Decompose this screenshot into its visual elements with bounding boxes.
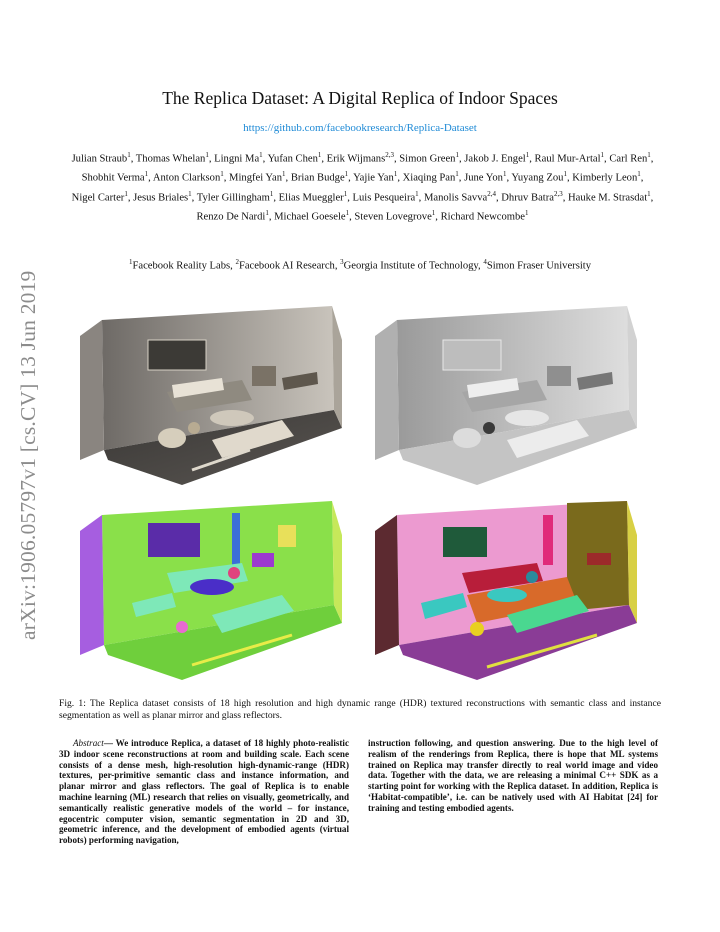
author-name: June Yon — [464, 172, 503, 184]
author-name: Jakob J. Engel — [464, 153, 526, 165]
author-name: Mingfei Yan — [229, 172, 283, 184]
grayscale-room-image — [367, 300, 647, 485]
repository-link[interactable]: https://github.com/facebookresearch/Replica-Dataset — [243, 122, 477, 134]
author-affiliation-mark: 1 — [637, 170, 641, 179]
affiliation-list: $^1$Facebook Reality Labs, $^2$Facebook AI Research, $^3$Georgia Institute of Technology, $^4$Simon Fraser University — [128, 258, 592, 272]
abstract-right-column — [368, 738, 658, 814]
author-affiliation-mark: 2,3 — [553, 189, 563, 198]
author-name: Raul Mur-Artal — [534, 153, 601, 165]
author-list: Julian Straub$^1$, Thomas Whelan$^1$, Lingni Ma$^1$, Yufan Chen$^1$, Erik Wijmans$^{2,3}$, Simon Green$^1$, Jakob J. Engel$^1$, Raul Mur-Artal$^1$, Carl Ren$^1$, Shobhit Verma$^1$, Anton Clarkson$^1$, Mingfei Yan$^1$, Brian Budge$^1$, Yajie Yan$^1$, Xiaqing Pan$^1$, June Yon$^1$, Yuyang Zou$^1$, Kimberly Leon$^1$, Nigel Carter$^1$, Jesus Briales$^1$, Tyler Gillingham$^1$, Elias Mueggler$^1$, Luis Pesqueira$^1$, Manolis Savva$^{2,4}$, Dhruv Batra$^{2,3}$, Hauke M. Strasdat$^1$, Renzo De Nardi$^1$, Michael Goesele$^1$, Steven Lovegrove$^1$, Richard Newcombe$^1$ — [71, 151, 654, 223]
author-affiliation-mark: 1 — [415, 189, 419, 198]
author-affiliation-mark: 1 — [317, 151, 322, 159]
author-name: Lingni Ma — [214, 153, 260, 165]
author-affiliation-mark: 1 — [188, 189, 192, 198]
abstract-label: Abstract — [73, 738, 104, 748]
author-name: Jesus Briales — [133, 192, 189, 204]
author-affiliation-mark: 2,3 — [385, 151, 394, 159]
author-affiliation-mark: 1 — [525, 208, 529, 217]
author-affiliation-mark: 1 — [344, 170, 349, 179]
affiliation-name: Georgia Institute of Technology — [343, 260, 479, 272]
author-affiliation-mark: 1 — [343, 189, 348, 198]
author-name: Simon Green — [399, 153, 456, 165]
panel-textured-render — [72, 300, 352, 485]
panel-semantic-segmentation — [72, 495, 352, 680]
author-affiliation-mark: 1 — [455, 151, 459, 159]
instance-room-image — [367, 495, 647, 680]
abstract-dash: — — [103, 738, 116, 748]
author-name: Tyler Gillingham — [196, 192, 270, 204]
author-name: Manolis Savva — [423, 192, 488, 204]
author-affiliation-mark: 1 — [269, 189, 274, 198]
author-name: Thomas Whelan — [135, 153, 206, 165]
author-name: Brian Budge — [290, 172, 345, 184]
author-name: Nigel Carter — [71, 192, 125, 204]
affiliation-number: 2 — [235, 258, 239, 266]
affiliation-name: Simon Fraser University — [486, 260, 592, 272]
author-name: Steven Lovegrove — [354, 211, 432, 223]
affiliation-name: Facebook Reality Labs — [132, 260, 231, 272]
author-name: Xiaqing Pan — [402, 172, 456, 184]
author-affiliation-mark: 1 — [127, 151, 131, 159]
author-name: Kimberly Leon — [572, 172, 638, 184]
author-affiliation-mark: 1 — [265, 208, 269, 217]
author-name: Luis Pesqueira — [352, 192, 416, 204]
abstract-text-right: instruction following, and question answering. Due to the high level of realism of the renderings from Replica, there is hope that ML systems trained on Replica may transfer directly to real world image and video data. Together with the data, we are releasing a minimal C++ SDK as a starting point for working with the Replica dataset. In addition, Replica is ‘Habitat-compatible’, i.e. can be natively used with AI Habitat [24] for training and testing embodied agents. — [368, 738, 658, 813]
author-name: Michael Goesele — [274, 211, 346, 223]
author-name: Erik Wijmans — [326, 153, 386, 165]
author-name: Dhruv Batra — [501, 192, 554, 204]
arxiv-identifier: arXiv:1906.05797v1 [cs.CV] 13 Jun 2019 — [16, 270, 40, 640]
author-name: Hauke M. Strasdat — [568, 192, 648, 204]
author-affiliation-mark: 1 — [259, 151, 263, 159]
author-affiliation-mark: 1 — [205, 151, 209, 159]
affiliation-number: 4 — [483, 258, 487, 266]
author-affiliation-mark: 1 — [282, 170, 286, 179]
semantic-class-room-image — [72, 495, 352, 680]
textured-room-image — [72, 300, 352, 485]
author-affiliation-mark: 1 — [525, 151, 530, 159]
author-name: Yajie Yan — [353, 172, 394, 184]
author-affiliation-mark: 1 — [600, 151, 605, 159]
panel-grayscale-render — [367, 300, 647, 485]
author-affiliation-mark: 1 — [647, 151, 651, 159]
author-affiliation-mark: 1 — [455, 170, 459, 179]
author-name: Julian Straub — [71, 153, 128, 165]
author-affiliation-mark: 2,4 — [487, 189, 496, 198]
panel-instance-segmentation — [367, 495, 647, 680]
author-name: Elias Mueggler — [278, 192, 344, 204]
author-name: Anton Clarkson — [152, 172, 221, 184]
affiliation-name: Facebook AI Research — [238, 260, 335, 272]
author-name: Yuyang Zou — [511, 172, 564, 184]
author-affiliation-mark: 1 — [647, 189, 651, 198]
author-name: Shobhit Verma — [81, 172, 145, 184]
affiliation-number: 1 — [128, 258, 133, 266]
author-name: Renzo De Nardi — [196, 211, 266, 223]
abstract-text-left: We introduce Replica, a dataset of 18 highly photo-realistic 3D indoor scene reconstructions at room and building scale. Each scene consists of a dense mesh, high-resolution high-dynamic-range (HDR) textures, per-primitive semantic class and instance information, and planar mirror and glass reflectors. The goal of Replica is to enable machine learning (ML) research that relies on visually, geometrically, and semantically realistic generative models of the world – for instance, egocentric computer vision, semantic segmentation in 2D and 3D, geometric inference, and the development of embodied agents (virtual robots) performing navigation, — [59, 738, 349, 846]
figure-caption: Fig. 1: The Replica dataset consists of 18 high resolution and high dynamic range (HDR) textured reconstructions with semantic class and instance segmentation as well as planar mirror and glass reflectors. — [59, 698, 661, 722]
author-affiliation-mark: 1 — [431, 208, 436, 217]
author-affiliation-mark: 1 — [563, 170, 567, 179]
author-affiliation-mark: 1 — [124, 189, 128, 198]
author-name: Yufan Chen — [267, 153, 318, 165]
paper-title: The Replica Dataset: A Digital Replica of Indoor Spaces — [162, 88, 558, 108]
author-name: Carl Ren — [609, 153, 648, 165]
author-affiliation-mark: 1 — [393, 170, 398, 179]
abstract-left-column — [59, 738, 349, 846]
author-affiliation-mark: 1 — [144, 170, 149, 179]
author-affiliation-mark: 1 — [502, 170, 507, 179]
affiliation-number: 3 — [340, 258, 344, 266]
author-name: Richard Newcombe — [440, 211, 526, 223]
author-affiliation-mark: 1 — [220, 170, 224, 179]
author-affiliation-mark: 1 — [345, 208, 350, 217]
figure-1 — [72, 300, 647, 680]
